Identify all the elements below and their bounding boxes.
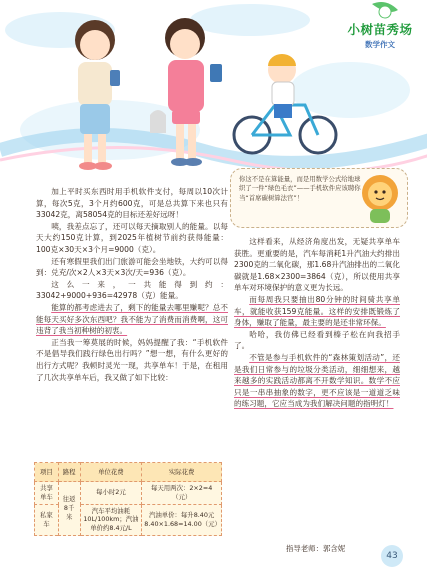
table-cell: 往返8千米	[58, 482, 80, 536]
paragraph-highlighted: 能算的都考虑进去了，剩下的能量去哪里赚呢？总不能每天买好多次东西吧？我不能为了消费而消费啊，这可违背了我当初种树的初衷。	[36, 302, 228, 336]
paragraph: 加上平时买东西时用手机软件支付，每周以10次计算，每次5克，3个月约600克，可是总共算下来也只有33042克，离58054克的目标还差好远呀！	[36, 187, 228, 220]
left-column	[36, 186, 228, 383]
table-header: 项目	[35, 463, 59, 482]
logo-subtitle: 数学作文	[365, 40, 395, 49]
comparison-table	[34, 462, 222, 536]
table-cell: 每小时2元	[80, 482, 142, 505]
page-number: 43	[381, 545, 403, 567]
table-header: 路程	[58, 463, 80, 482]
table-cell: 私家车	[35, 504, 59, 535]
table-cell: 汽油单价：每升8.40元 8.40×1.68=14.00（元）	[142, 504, 222, 535]
table-cell: 汽车平均油耗10L/100km；汽油单价约8.4元/L	[80, 504, 142, 535]
callout-text: 你这不是在算能量，而是用数学公式给地球织了一件“绿色毛衣”——手机软件应该聘你当“首席碳树算法官”！	[239, 175, 361, 202]
lion-mascot-icon	[357, 171, 403, 225]
table-header: 实际花费	[142, 463, 222, 482]
table-header: 单位花费	[80, 463, 142, 482]
column-logo	[343, 6, 417, 50]
table-row	[35, 482, 222, 505]
paragraph: 咦，我差点忘了，还可以每天摘取别人的能量。以每天大约150克计算，到2025年植树节前约获得能量：100克×30天×3个月=9000（克）。	[36, 221, 228, 254]
right-column	[234, 236, 400, 410]
paragraph: 哈哈，我仿佛已经看到榛子松在向我招手了。	[234, 329, 400, 351]
table-cell: 每天用两次：2×2=4（元）	[142, 482, 222, 505]
instructor-credit: 指导老师：郭含妮	[286, 544, 346, 553]
table-cell: 共享单车	[35, 482, 59, 505]
table-header-row	[35, 463, 222, 482]
logo-title: 小树苗秀场	[347, 22, 413, 37]
teacher-comment-callout	[230, 168, 408, 228]
paragraph: 这样看来，从经济角度出发，无疑共享单车获胜。更重要的是，汽车每消耗1升汽油大约排出2300克的二氧化碳，那1.68升汽油排出的二氧化碳就是1.68×2300=3864（克），所以使用共享单车对环境保护的意义更为长远。	[234, 237, 400, 293]
paragraph-highlighted: 不管是参与手机软件的“森林策划活动”，还是我们日常参与的垃圾分类活动，细细想来，越来越多的实践活动都离不开数学知识。数学不应只是一串串抽象的数字，更不应该是一道道乏味的练习题，它应当成为我们解决问题的指明灯！	[234, 352, 400, 409]
paragraph: 还有寒假里我们出门旅游可能会坐地铁，大约可以得到：兑充/次×2人×3天×3次/天=936（克）。	[36, 256, 228, 278]
paragraph-highlighted: 而每周我只要抽出80分钟的时间骑共享单车，就能收获159克能量。这样的安排既锻炼了身体，赚取了能量，最主要的是还非常环保。	[234, 294, 400, 328]
paragraph: 这么一来，一共能得到约：33042+9000+936=42978（克）能量。	[36, 279, 228, 301]
paragraph: 正当我一筹莫展的时候，妈妈提醒了我：“手机软件不是倡导我们践行绿色出行吗？”想一想，有什么更好的出行方式呢？我顿时灵光一现，共享单车！于是，在租用了几次共享单车后，我又做了如下比较：	[36, 337, 228, 382]
